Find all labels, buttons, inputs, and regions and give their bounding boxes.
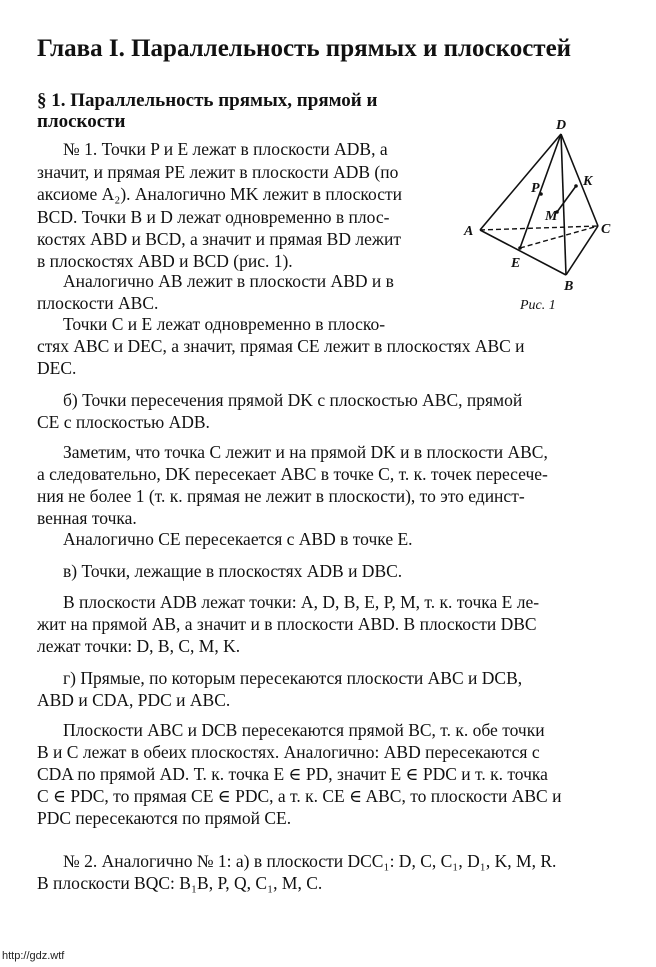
text-line: Точки C и E лежат одновременно в плоско- [63,314,386,334]
text-line: Заметим, что точка C лежит и на прямой DK и в плоскости ABC, [63,442,548,462]
text-line: Плоскости ABC и DCB пересекаются прямой BC, т. к. обе точки [63,720,545,740]
text-line: Аналогично AB лежит в плоскости ABD и в [63,271,394,291]
label-a: A [464,224,474,239]
text-line: в) Точки, лежащие в плоскостях ADB и DBC. [63,561,403,581]
text-line: CDA по прямой AD. Т. к. точка E ∈ PD, значит E ∈ PDC и т. к. точка [37,764,548,784]
text-line: ния не более 1 (т. к. прямая не лежит в плоскости), то это единст- [37,486,525,506]
text-line: значит, и прямая PE лежит в плоскости ADB (по [37,162,399,182]
text-line: DEC. [37,358,77,378]
text-line: венная точка. [37,508,137,528]
label-b: B [564,279,574,294]
label-p: P [531,181,540,196]
text-line: б) Точки пересечения прямой DK с плоскостью ABC, прямой [63,390,523,410]
figure-tetrahedron [458,112,618,322]
text-line: костях ABD и BCD, а значит и прямая BD лежит [37,229,401,249]
text-line: плоскости ABC. [37,293,159,313]
point-p [539,192,543,196]
text-line: лежат точки: D, B, C, M, K. [37,636,241,656]
text-line: В плоскости ADB лежат точки: A, D, B, E, P, M, т. к. точка E ле- [63,592,540,612]
chapter-title: Глава I. Параллельность прямых и плоскостей [37,35,572,62]
text-line: В плоскости BQC: B₁B, P, Q, C₁, M, C. [37,873,323,893]
text-line: ABD и CDA, PDC и ABC. [37,690,231,710]
figure-caption: Рис. 1 [520,298,556,313]
text-line: № 2. Аналогично № 1: а) в плоскости DCC₁: D, C, C₁, D₁, K, M, R. [63,851,557,871]
text-line: BCD. Точки B и D лежат одновременно в плос- [37,207,390,227]
point-e [518,246,522,250]
edge-ab [480,230,566,275]
section-title: § 1. Параллельность прямых, прямой и [37,90,378,111]
text-line: стях ABC и DEC, а значит, прямая CE лежит в плоскостях ABC и [37,336,525,356]
text-line: C ∈ PDC, то прямая CE ∈ PDC, а т. к. CE ∈ ABC, то плоскости ABC и [37,786,562,806]
label-d: D [556,118,567,133]
text-line: B и C лежат в обеих плоскостях. Аналогично: ABD пересекаются с [37,742,540,762]
footer-url: http://gdz.wtf [2,950,65,962]
segment-km [557,186,576,212]
point-k [574,184,578,188]
text-line: аксиоме A₂). Аналогично MK лежит в плоскости [37,184,402,204]
text-line: № 1. Точки P и E лежат в плоскости ADB, а [63,139,388,159]
edge-dc [561,134,598,226]
label-m: M [545,209,558,224]
tetrahedron-diagram [458,112,618,322]
section-title-cont: плоскости [37,111,126,132]
label-k: K [583,174,593,189]
edge-ac-hidden [480,226,598,230]
text-line: CE с плоскостью ADB. [37,412,210,432]
text-line: г) Прямые, по которым пересекаются плоскости ABC и DCB, [63,668,523,688]
text-line: жит на прямой AB, а значит и в плоскости ABD. В плоскости DBC [37,614,537,634]
text-line: Аналогично CE пересекается с ABD в точке E. [63,529,413,549]
text-line: PDC пересекаются по прямой CE. [37,808,292,828]
label-c: C [601,222,611,237]
text-line: а следовательно, DK пересекает ABC в точке C, т. к. точек пересече- [37,464,548,484]
segment-de [520,134,561,248]
label-e: E [511,256,521,271]
text-line: в плоскостях ABD и BCD (рис. 1). [37,251,293,271]
